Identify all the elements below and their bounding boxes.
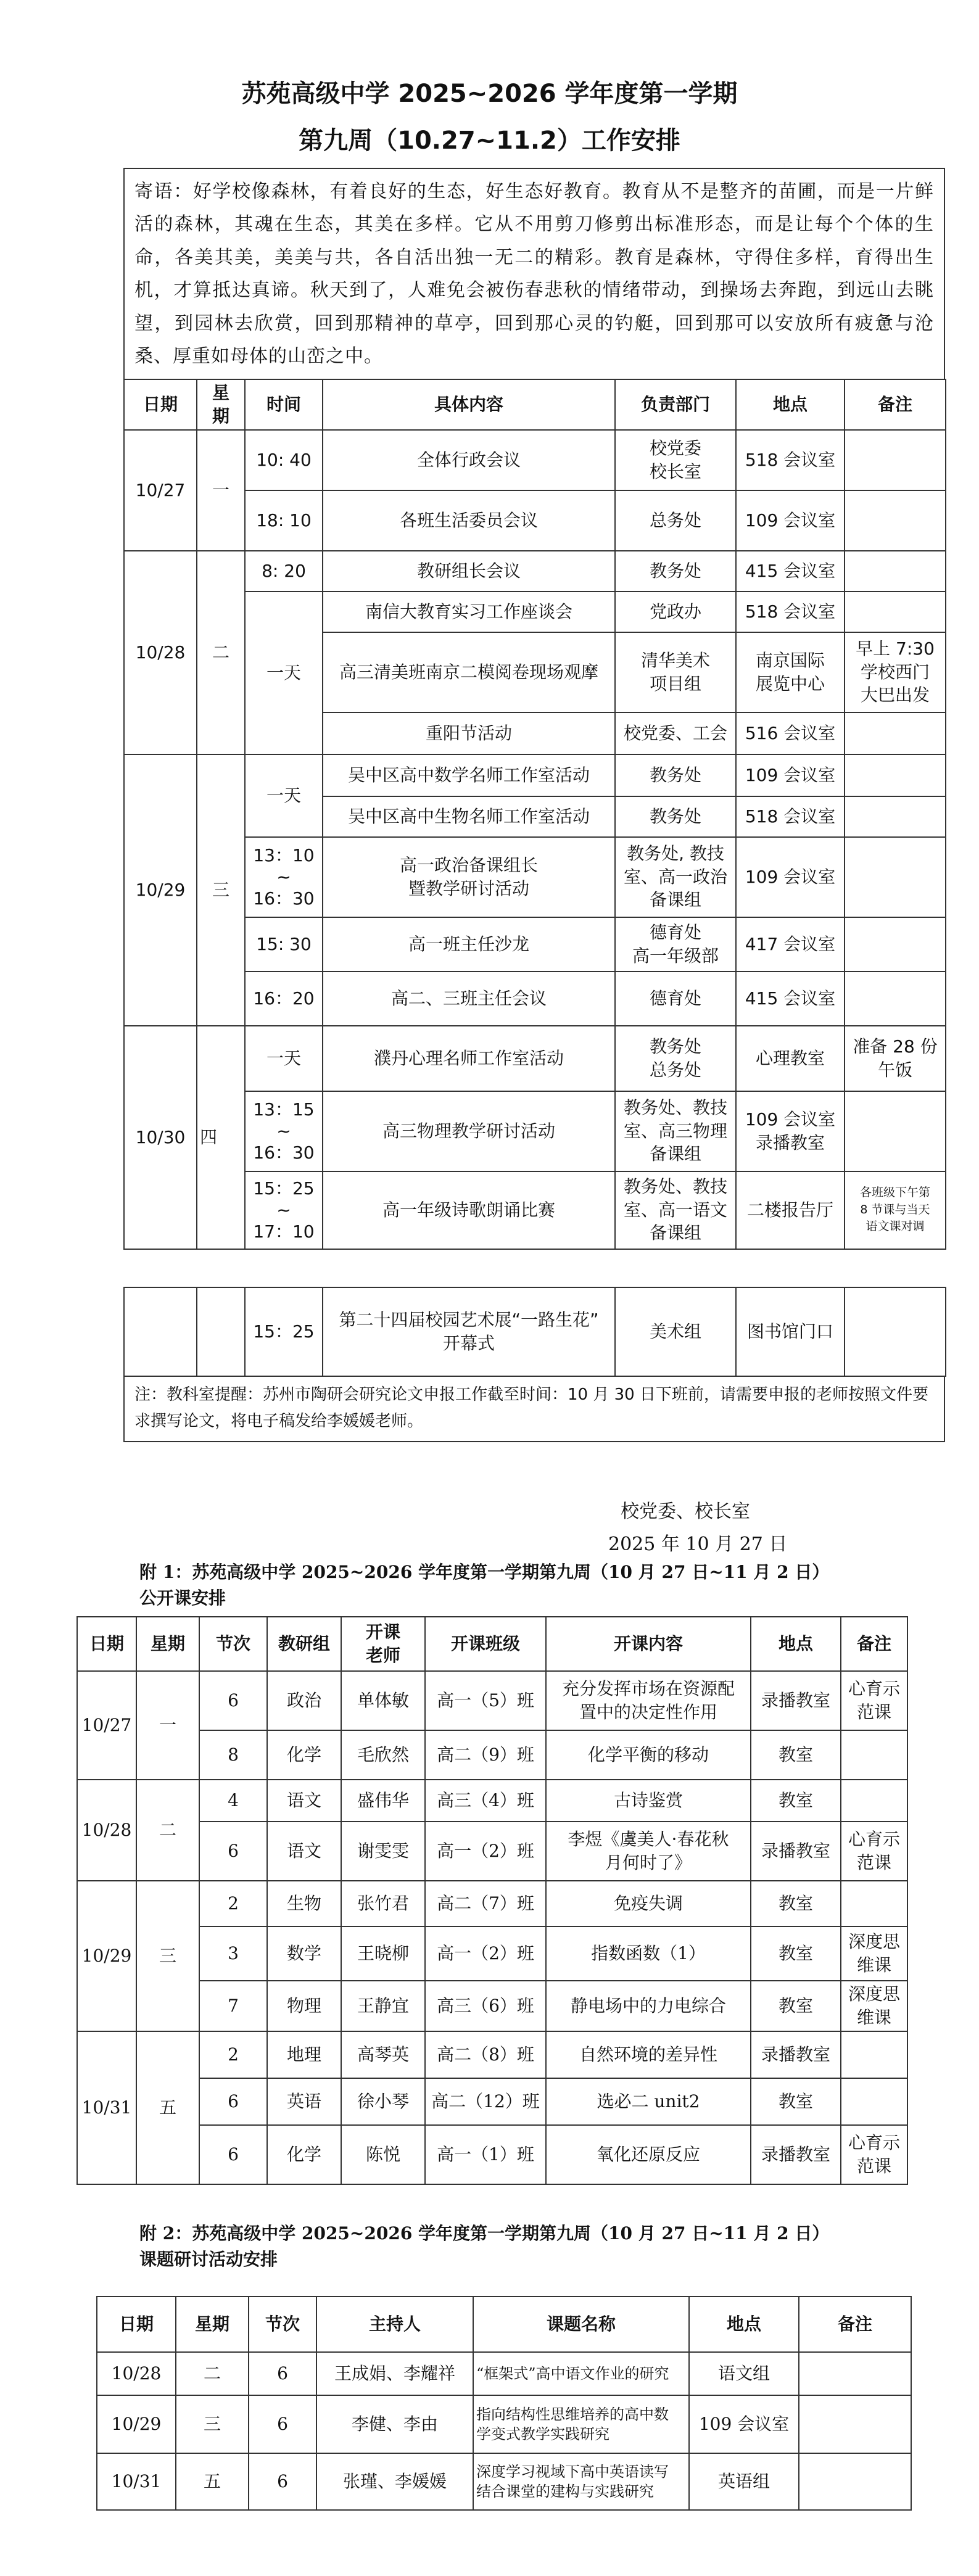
row-teacher: 徐小琴 — [341, 2078, 425, 2125]
row-place: 109 会议室 — [736, 490, 845, 551]
row-group: 英语 — [267, 2078, 341, 2125]
doc-title-line1: 苏苑高级中学 2025~2026 学年度第一学期 — [241, 80, 738, 108]
row-teacher: 谢雯雯 — [341, 1822, 425, 1881]
row-content: 选必二 unit2 — [546, 2078, 751, 2125]
row-topic: 指向结构性思维培养的高中数 学变式教学实践研究 — [473, 2395, 689, 2453]
row-place: 录播教室 — [751, 1671, 841, 1730]
row-content: 吴中区高中生物名师工作室活动 — [323, 796, 615, 837]
table-row — [97, 2352, 911, 2395]
row-time: 16：20 — [245, 972, 323, 1026]
row-content: 氧化还原反应 — [546, 2125, 751, 2184]
row-note — [845, 430, 946, 490]
row-group: 生物 — [267, 1881, 341, 1926]
row-group: 语文 — [267, 1780, 341, 1822]
table-row — [77, 1981, 907, 2031]
row-place: 图书馆门口 — [736, 1287, 845, 1376]
extra-date — [124, 1287, 197, 1376]
row-class: 高一（2）班 — [425, 1822, 546, 1881]
row-class: 高二（8）班 — [425, 2031, 546, 2078]
table-row — [124, 1091, 946, 1171]
row-place: 109 会议室 — [689, 2395, 799, 2453]
day-date: 10/27 — [77, 1671, 136, 1780]
row-place: 518 会议室 — [736, 430, 845, 490]
row-host: 张瑾、李媛媛 — [316, 2453, 473, 2510]
row-period: 6 — [199, 1822, 267, 1881]
row-content: 第二十四届校园艺术展“一路生花” 开幕式 — [323, 1287, 615, 1376]
row-place: 南京国际 展览中心 — [736, 632, 845, 712]
table-row — [77, 1881, 907, 1926]
row-place: 415 会议室 — [736, 551, 845, 592]
row-group: 物理 — [267, 1981, 341, 2031]
extra-weekday — [197, 1287, 245, 1376]
row-note: 各班级下午第 8 节课与当天 语文课对调 — [845, 1171, 946, 1249]
row-time: 一天 — [245, 592, 323, 754]
day-date: 10/28 — [77, 1780, 136, 1881]
row-dept: 党政办 — [615, 592, 736, 632]
row-group: 数学 — [267, 1926, 341, 1981]
row-note — [845, 551, 946, 592]
row-class: 高一（2）班 — [425, 1926, 546, 1981]
weekly-schedule-table — [123, 379, 946, 1250]
header-date: 日期 — [97, 2297, 176, 2352]
row-teacher: 张竹君 — [341, 1881, 425, 1926]
table-row — [77, 1780, 907, 1822]
header-weekday: 星 期 — [197, 379, 245, 430]
row-note — [845, 917, 946, 972]
row-note: 心育示 范课 — [841, 2125, 907, 2184]
row-class: 高二（12）班 — [425, 2078, 546, 2125]
header-content: 具体内容 — [323, 379, 615, 430]
table-row — [124, 837, 946, 917]
row-group: 地理 — [267, 2031, 341, 2078]
row-teacher: 盛伟华 — [341, 1780, 425, 1822]
table-row — [124, 972, 946, 1026]
row-place: 教室 — [751, 2078, 841, 2125]
row-dept: 德育处 — [615, 972, 736, 1026]
header-place: 地点 — [751, 1617, 841, 1671]
attachment2-title: 附 2：苏苑高级中学 2025~2026 学年度第一学期第九周（10 月 27 日~11 月 2 日） 课题研讨活动安排 — [139, 2223, 830, 2269]
table-row — [77, 1822, 907, 1881]
row-topic: “框架式”高中语文作业的研究 — [473, 2352, 689, 2395]
row-content: 静电场中的力电综合 — [546, 1981, 751, 2031]
day-date: 10/31 — [77, 2031, 136, 2184]
table-row — [77, 2125, 907, 2184]
row-period: 7 — [199, 1981, 267, 2031]
row-dept: 美术组 — [615, 1287, 736, 1376]
row-dept: 教务处 总务处 — [615, 1026, 736, 1091]
header-period: 节次 — [199, 1617, 267, 1671]
day-weekday: 五 — [136, 2031, 199, 2184]
row-place: 109 会议室 — [736, 837, 845, 917]
row-dept: 教务处 — [615, 551, 736, 592]
day-weekday: 二 — [136, 1780, 199, 1881]
row-time: 8: 20 — [245, 551, 323, 592]
row-place: 109 会议室 — [736, 754, 845, 796]
table-row — [124, 551, 946, 592]
row-content: 高一政治备课组长 暨教学研讨活动 — [323, 837, 615, 917]
row-period: 6 — [199, 2125, 267, 2184]
row-note — [845, 712, 946, 754]
row-weekday: 三 — [176, 2395, 249, 2453]
row-note — [799, 2352, 911, 2395]
day-weekday: 三 — [197, 754, 245, 1026]
header-period: 节次 — [249, 2297, 316, 2352]
row-place: 录播教室 — [751, 2031, 841, 2078]
row-content: 李煜《虞美人·春花秋 月何时了》 — [546, 1822, 751, 1881]
row-time: 15：25 — [245, 1287, 323, 1376]
row-content: 南信大教育实习工作座谈会 — [323, 592, 615, 632]
row-weekday: 二 — [176, 2352, 249, 2395]
header-weekday: 星期 — [176, 2297, 249, 2352]
table-row — [77, 2031, 907, 2078]
day-date: 10/29 — [77, 1881, 136, 2031]
row-content: 免疫失调 — [546, 1881, 751, 1926]
signature-date: 2025 年 10 月 27 日 — [608, 1534, 788, 1555]
signature-org: 校党委、校长室 — [621, 1501, 750, 1522]
header-place: 地点 — [689, 2297, 799, 2352]
row-dept: 校党委、工会 — [615, 712, 736, 754]
row-place: 教室 — [751, 1926, 841, 1981]
day-date: 10/27 — [124, 430, 197, 551]
schedule-remark: 注：教科室提醒：苏州市陶研会研究论文申报工作截至时间：10 月 30 日下班前，请需要申报的老师按照文件要求撰写论文，将电子稿发给李媛媛老师。 — [123, 1376, 945, 1442]
row-period: 2 — [199, 2031, 267, 2078]
row-content: 古诗鉴赏 — [546, 1780, 751, 1822]
header-topic: 课题名称 — [473, 2297, 689, 2352]
row-group: 化学 — [267, 1730, 341, 1780]
row-content: 自然环境的差异性 — [546, 2031, 751, 2078]
extra-schedule-table — [123, 1287, 946, 1377]
row-period: 3 — [199, 1926, 267, 1981]
row-content: 高三清美班南京二模阅卷现场观摩 — [323, 632, 615, 712]
row-dept: 教务处, 教技 室、高一政治 备课组 — [615, 837, 736, 917]
row-period: 6 — [199, 1671, 267, 1730]
row-note — [845, 592, 946, 632]
row-place: 二楼报告厅 — [736, 1171, 845, 1249]
day-weekday: 一 — [136, 1671, 199, 1780]
row-note: 准备 28 份 午饭 — [845, 1026, 946, 1091]
header-host: 主持人 — [316, 2297, 473, 2352]
row-period: 6 — [249, 2395, 316, 2453]
row-note: 早上 7:30 学校西门 大巴出发 — [845, 632, 946, 712]
row-class: 高二（9）班 — [425, 1730, 546, 1780]
header-note: 备注 — [841, 1617, 907, 1671]
row-content: 教研组长会议 — [323, 551, 615, 592]
row-place: 教室 — [751, 1981, 841, 2031]
row-place: 109 会议室 录播教室 — [736, 1091, 845, 1171]
row-time: 一天 — [245, 1026, 323, 1091]
row-place: 语文组 — [689, 2352, 799, 2395]
row-date: 10/31 — [97, 2453, 176, 2510]
row-place: 教室 — [751, 1881, 841, 1926]
table-row — [124, 1026, 946, 1091]
row-group: 化学 — [267, 2125, 341, 2184]
row-host: 李健、李由 — [316, 2395, 473, 2453]
row-note: 心育示 范课 — [841, 1671, 907, 1730]
row-class: 高一（1）班 — [425, 2125, 546, 2184]
row-dept: 德育处 高一年级部 — [615, 917, 736, 972]
row-period: 4 — [199, 1780, 267, 1822]
row-note — [845, 972, 946, 1026]
row-dept: 教务处、教技 室、高一语文 备课组 — [615, 1171, 736, 1249]
header-weekday: 星期 — [136, 1617, 199, 1671]
table-row — [77, 1926, 907, 1981]
row-content: 高三物理教学研讨活动 — [323, 1091, 615, 1171]
row-note — [845, 1091, 946, 1171]
row-class: 高三（6）班 — [425, 1981, 546, 2031]
row-dept: 教务处 — [615, 796, 736, 837]
row-content: 高一年级诗歌朗诵比赛 — [323, 1171, 615, 1249]
row-place: 心理教室 — [736, 1026, 845, 1091]
row-time: 15：25 ~ 17：10 — [245, 1171, 323, 1249]
row-weekday: 五 — [176, 2453, 249, 2510]
row-content: 重阳节活动 — [323, 712, 615, 754]
row-group: 语文 — [267, 1822, 341, 1881]
row-period: 8 — [199, 1730, 267, 1780]
row-note — [841, 2078, 907, 2125]
row-content: 高一班主任沙龙 — [323, 917, 615, 972]
table-row — [124, 592, 946, 632]
row-place: 录播教室 — [751, 2125, 841, 2184]
row-note — [845, 490, 946, 551]
row-time: 10: 40 — [245, 430, 323, 490]
header-dept: 负责部门 — [615, 379, 736, 430]
row-place: 教室 — [751, 1730, 841, 1780]
row-note — [841, 1780, 907, 1822]
row-time: 15: 30 — [245, 917, 323, 972]
row-place: 录播教室 — [751, 1822, 841, 1881]
row-dept: 总务处 — [615, 490, 736, 551]
row-place: 516 会议室 — [736, 712, 845, 754]
table-row — [97, 2453, 911, 2510]
row-place: 教室 — [751, 1780, 841, 1822]
row-content: 全体行政会议 — [323, 430, 615, 490]
row-teacher: 陈悦 — [341, 2125, 425, 2184]
row-place: 518 会议室 — [736, 796, 845, 837]
header-group: 教研组 — [267, 1617, 341, 1671]
row-time: 18: 10 — [245, 490, 323, 551]
table-row — [124, 490, 946, 551]
row-place: 415 会议室 — [736, 972, 845, 1026]
row-note — [841, 1730, 907, 1780]
row-note: 心育示 范课 — [841, 1822, 907, 1881]
table-row — [124, 1171, 946, 1249]
row-teacher: 高琴英 — [341, 2031, 425, 2078]
row-dept: 校党委 校长室 — [615, 430, 736, 490]
header-class: 开课班级 — [425, 1617, 546, 1671]
table-row — [77, 1671, 907, 1730]
row-time: 13：15 ~ 16：30 — [245, 1091, 323, 1171]
row-note — [845, 754, 946, 796]
row-note — [845, 837, 946, 917]
doc-title-line2: 第九周（10.27~11.2）工作安排 — [299, 126, 680, 155]
header-date: 日期 — [77, 1617, 136, 1671]
day-weekday: 三 — [136, 1881, 199, 2031]
row-content: 充分发挥市场在资源配 置中的决定性作用 — [546, 1671, 751, 1730]
row-place: 518 会议室 — [736, 592, 845, 632]
open-class-header-row — [77, 1617, 907, 1671]
row-dept: 清华美术 项目组 — [615, 632, 736, 712]
row-class: 高一（5）班 — [425, 1671, 546, 1730]
row-period: 6 — [249, 2453, 316, 2510]
row-content: 化学平衡的移动 — [546, 1730, 751, 1780]
row-note — [841, 2031, 907, 2078]
table-row — [97, 2395, 911, 2453]
row-period: 6 — [249, 2352, 316, 2395]
day-weekday: 二 — [197, 551, 245, 754]
row-time: 一天 — [245, 754, 323, 837]
row-group: 政治 — [267, 1671, 341, 1730]
table-row — [77, 2078, 907, 2125]
row-teacher: 王晓柳 — [341, 1926, 425, 1981]
row-dept: 教务处 — [615, 754, 736, 796]
row-place: 417 会议室 — [736, 917, 845, 972]
table-row — [124, 1287, 946, 1376]
row-content: 各班生活委员会议 — [323, 490, 615, 551]
table-row — [124, 917, 946, 972]
header-note: 备注 — [799, 2297, 911, 2352]
row-content: 指数函数（1） — [546, 1926, 751, 1981]
header-date: 日期 — [124, 379, 197, 430]
attachment1-title: 附 1：苏苑高级中学 2025~2026 学年度第一学期第九周（10 月 27 日~11 月 2 日） 公开课安排 — [139, 1562, 830, 1608]
row-note: 深度思 维课 — [841, 1981, 907, 2031]
day-weekday: 一 — [197, 430, 245, 551]
header-note: 备注 — [845, 379, 946, 430]
research-header-row — [97, 2297, 911, 2352]
day-date: 10/29 — [124, 754, 197, 1026]
header-time: 时间 — [245, 379, 323, 430]
row-time: 13：10 ~ 16：30 — [245, 837, 323, 917]
row-teacher: 王静宜 — [341, 1981, 425, 2031]
row-note — [841, 1881, 907, 1926]
row-date: 10/29 — [97, 2395, 176, 2453]
row-note — [845, 1287, 946, 1376]
row-note: 深度思 维课 — [841, 1926, 907, 1981]
table-row — [77, 1730, 907, 1780]
header-place: 地点 — [736, 379, 845, 430]
research-activity-table — [96, 2296, 912, 2511]
row-period: 6 — [199, 2078, 267, 2125]
day-date: 10/28 — [124, 551, 197, 754]
preface-text: 寄语：好学校像森林，有着良好的生态，好生态好教育。教育从不是整齐的苗圃，而是一片鲜活的森林，其魂在生态，其美在多样。它从不用剪刀修剪出标准形态，而是让每个个体的生命，各美其美，美美与共，各自活出独一无二的精彩。教育是森林，守得住多样，育得出生机，才算抵达真谛。秋天到了，人难免会被伤春悲秋的情绪带动，到操场去奔跑，到远山去眺望，到园林去欣赏，回到那精神的草亭，回到那心灵的钓艇，回到那可以安放所有疲惫与沧桑、厚重如母体的山峦之中。 — [123, 168, 945, 379]
schedule-header-row — [124, 379, 946, 430]
table-row — [124, 754, 946, 796]
row-period: 2 — [199, 1881, 267, 1926]
row-date: 10/28 — [97, 2352, 176, 2395]
row-content: 吴中区高中数学名师工作室活动 — [323, 754, 615, 796]
row-teacher: 毛欣然 — [341, 1730, 425, 1780]
row-note — [799, 2453, 911, 2510]
row-class: 高二（7）班 — [425, 1881, 546, 1926]
row-note — [799, 2395, 911, 2453]
header-content: 开课内容 — [546, 1617, 751, 1671]
header-teacher: 开课 老师 — [341, 1617, 425, 1671]
row-content: 高二、三班主任会议 — [323, 972, 615, 1026]
row-dept: 教务处、教技 室、高三物理 备课组 — [615, 1091, 736, 1171]
row-teacher: 单体敏 — [341, 1671, 425, 1730]
row-content: 濮丹心理名师工作室活动 — [323, 1026, 615, 1091]
row-place: 英语组 — [689, 2453, 799, 2510]
day-weekday: 四 — [197, 1026, 245, 1249]
row-note — [845, 796, 946, 837]
day-date: 10/30 — [124, 1026, 197, 1249]
row-class: 高三（4）班 — [425, 1780, 546, 1822]
open-class-table — [76, 1616, 908, 2185]
row-topic: 深度学习视域下高中英语读写 结合课堂的建构与实践研究 — [473, 2453, 689, 2510]
row-host: 王成娟、李耀祥 — [316, 2352, 473, 2395]
table-row — [124, 430, 946, 490]
